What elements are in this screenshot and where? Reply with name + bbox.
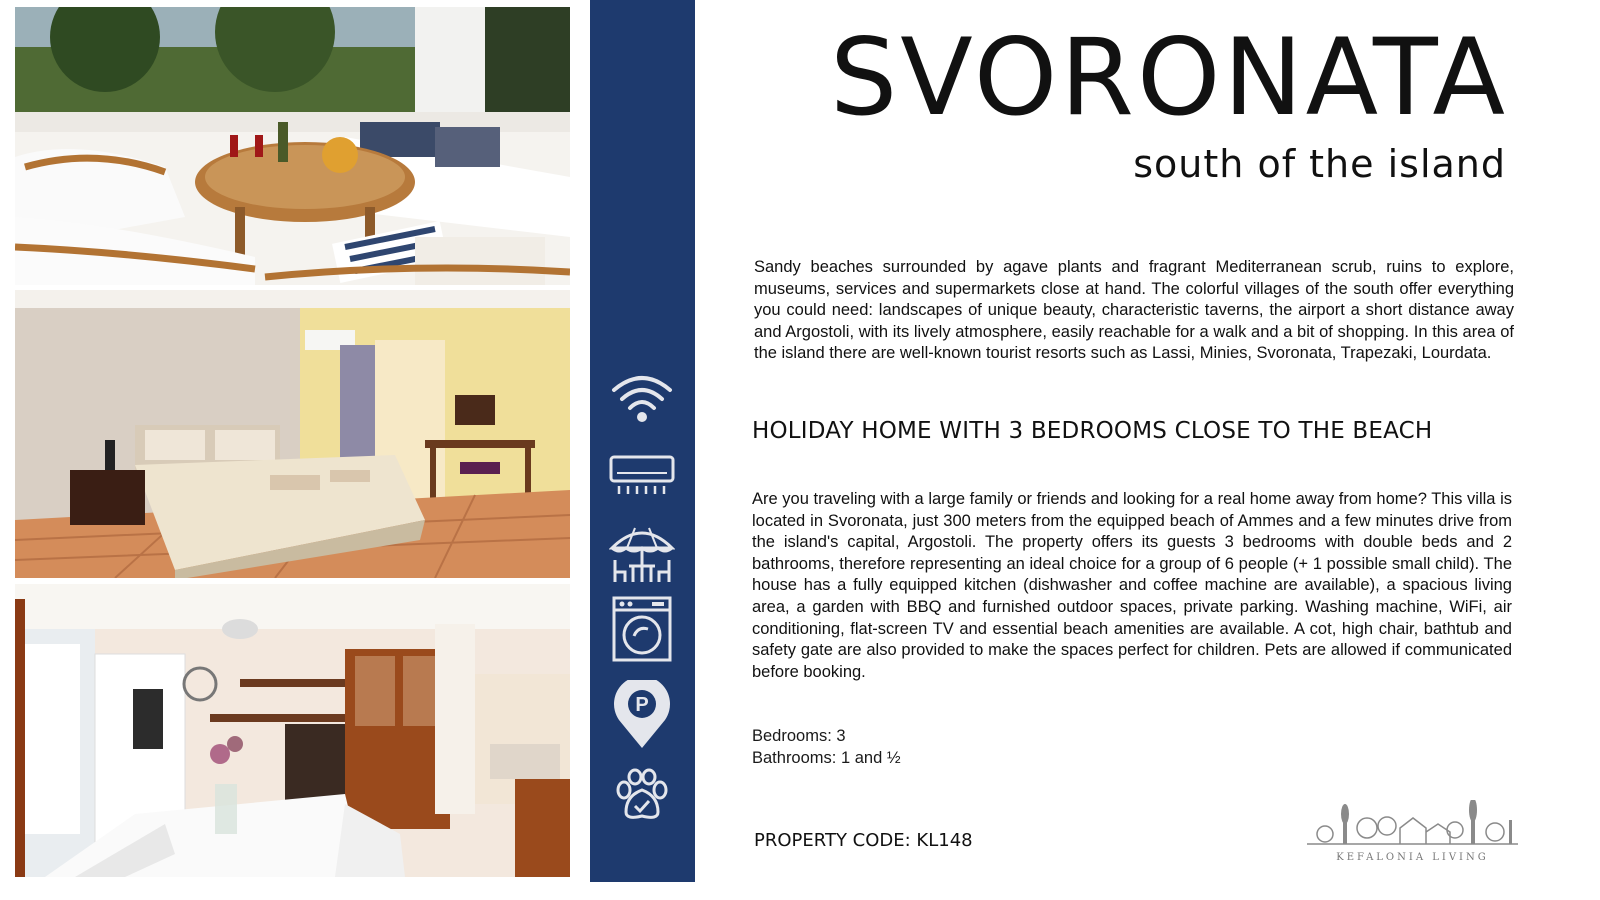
logo-text: KEFALONIA LIVING [1336, 852, 1489, 863]
bathrooms-count: Bathrooms: 1 and ½ [752, 748, 901, 767]
bedroom-photo [15, 290, 570, 578]
bedrooms-count: Bedrooms: 3 [752, 727, 846, 745]
air-conditioner-icon [607, 455, 677, 497]
area-description: Sandy beaches surrounded by agave plants and fragrant Mediterranean scrub, ruins to explore, museums, services and supermarkets close at hand. The colorful villages of the south offer everything you could need: landscapes of unique beauty, characteristic taverns, the airport a short distance away and Argostoli, with its lively atmosphere, easily reachable for a walk and a bit of shopping. In this area of the island there are well-known tourist resorts such as Lassi, Minies, Svoronata, Trapezaki, Lourdata. [754, 258, 1514, 363]
page-subtitle: south of the island [1133, 142, 1506, 186]
parking-label: P [635, 694, 649, 716]
pets-allowed-icon [607, 768, 677, 822]
property-code: PROPERTY CODE: KL148 [754, 830, 973, 851]
terrace-photo [15, 7, 570, 285]
wifi-icon [607, 372, 677, 424]
listing-heading: HOLIDAY HOME WITH 3 BEDROOMS CLOSE TO THE BEACH [752, 418, 1433, 444]
parking-icon [607, 680, 677, 750]
kitchen-photo [15, 584, 570, 877]
listing-description: Are you traveling with a large family or friends and looking for a real home away from home? This villa is located in Svoronata, just 300 meters from the equipped beach of Ammes and a few minutes drive from the island's capital, Argostoli. The property offers its guests 3 bedrooms with double beds and 2 bathrooms, therefore representing an ideal choice for a group of 6 people (+ 1 possible small child). The house has a fully equipped kitchen (dishwasher and coffee machine are available), a spacious living area, a garden with BBQ and furnished outdoor spaces, private parking. Washing machine, WiFi, air conditioning, flat-screen TV and essential beach amenities are available. A cot, high chair, bathtub and safety gate are also provided to make the spaces perfect for children. Pets are allowed if communicated before booking. [752, 490, 1512, 681]
page-title: SVORONATA [829, 16, 1508, 139]
kefalonia-living-logo [1305, 800, 1520, 870]
property-facts [752, 726, 901, 769]
outdoor-furniture-icon [607, 520, 677, 584]
amenity-band [590, 0, 695, 882]
washing-machine-icon [607, 596, 677, 662]
